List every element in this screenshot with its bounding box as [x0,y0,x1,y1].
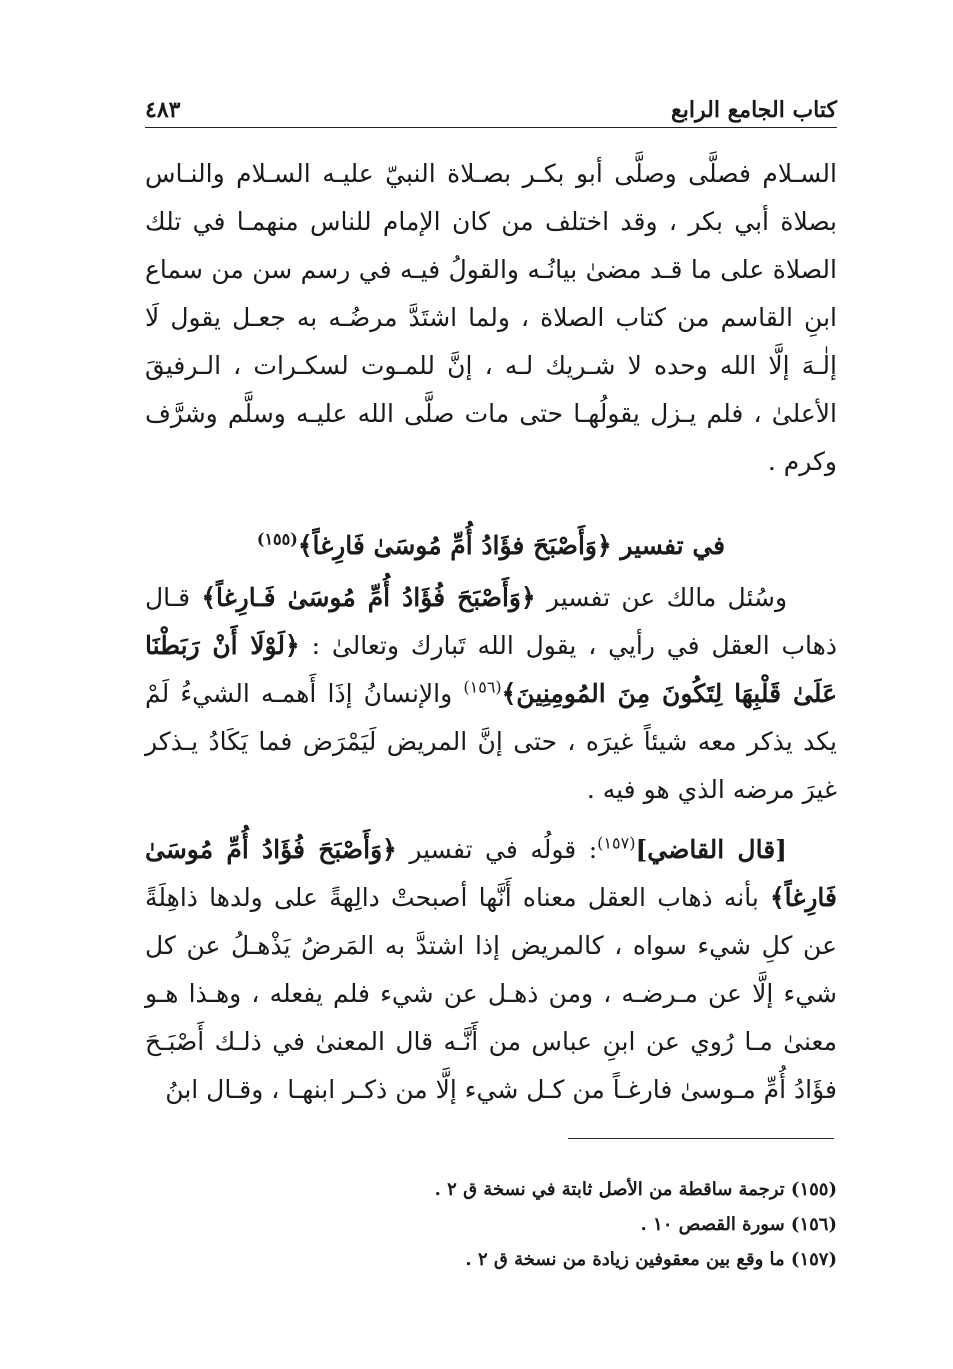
section-heading [145,522,837,570]
page-number: ٤٨٣ [145,97,181,123]
running-header [145,92,837,128]
p2-quran-verse-2: ﴿لَوْلَا أَنْ رَبَطْنَا عَلَىٰ قَلْبِهَا لِتَكُونَ مِنَ المُومِنِينَ﴾ [145,631,838,708]
main-text [145,150,837,1114]
p3-text-c: بأنه ذهاب العقل معناه أَنَّها أصبحتْ دالِهةً على ولدها ذاهِلَةً عن كلِ شيء سواه ، كالمريض إذا اشتدَّ به المَرضُ يَذْهـلُ عن كل شيء إلَّا عن مـرضـه ، ومن ذهـل عن شيء فلم يفعله ، وهـذا هـو معنىٰ مـا رُوي عن ابنِ عباس من أَنَّـه قال المعنىٰ في ذلـك أَصْبَـحَ فؤَادُ أُمِّ مـوسىٰ فارغـاً من كـل شيء إلَّا من ذكـر ابنهـا ، وقـال ابنُ [145,883,837,1104]
footnote-155: (١٥٥) ترجمة ساقطة من الأصل ثابتة في نسخة ق ٢ . [434,1179,837,1200]
footnote-ref-156[interactable]: (١٥٦) [463,677,502,697]
heading-quran-verse: ﴿وَأَصْبَحَ فؤَادُ أُمِّ مُوسَىٰ فَارِغاً﴾ [297,531,612,560]
footnote-157: (١٥٧) ما وقع بين معقوفين زيادة من نسخة ق ٢ . [465,1249,837,1270]
heading-prefix: في تفسير [620,531,726,560]
p2-quran-verse-1: ﴿وَأَصْبَحَ فُؤَادُ أُمِّ مُوسَىٰ فَـارِغاً﴾ [201,583,536,612]
footnotes [145,1172,837,1277]
p3-text-b: : قولُه في تفسير [409,835,598,864]
book-title: كتاب الجامع الرابع [671,97,837,123]
footnote-separator [568,1138,834,1139]
footnote-156: (١٥٦) سورة القصص ١٠ . [640,1214,837,1235]
paragraph-3 [145,826,837,1114]
p2-text-b: قـال ذهاب العقل في رأيي ، يقول الله تَبارك وتعالىٰ : [145,583,837,660]
footnote-ref-157[interactable]: (١٥٧) [597,833,636,853]
p3-label: [قال القاضي] [635,835,787,864]
paragraph-2 [145,574,837,814]
p3-quran-verse: ﴿وَأَصْبَحَ فُؤَادُ أُمِّ مُوسَىٰ فَارِغاً﴾ [145,835,837,912]
paragraph-1: السـلام فصلَّى وصلَّى أبو بكـر بصـلاة النبيّ عليـه السـلام والنـاس بصلاة أبي بكر ، وقد اختلف من كان الإمام للناس منهمـا في تلك الصلاة على ما قـد مضىٰ بيانُـه والقولُ فيـه في رسم سن من سماع ابنِ القاسم من كتاب الصلاة ، ولما اشتَدَّ مرضُـه به جعـل يقول لَا إلٰـهَ إلَّا الله وحده لا شـريك لـه ، إنَّ للمـوت لسكـرات ، الـرفيقَ الأعلىٰ ، فلم يـزل يقولُهـا حتى مات صلَّى الله عليـه وسلَّم وشرَّف وكرم . [145,159,837,476]
p2-text-c: والإنسانُ إذَا أَهمـه الشيءُ لَمْ يكد يذكر معه شيئاً غيرَه ، حتى إنَّ المريض لَيَمْرَض فما يَكَادُ يـذكر غيرَ مرضه الذي هو فيه . [145,679,837,804]
footnote-ref-155[interactable]: (١٥٥) [256,529,298,549]
p2-text-a: وسُئل مالك عن تفسير [546,583,788,612]
